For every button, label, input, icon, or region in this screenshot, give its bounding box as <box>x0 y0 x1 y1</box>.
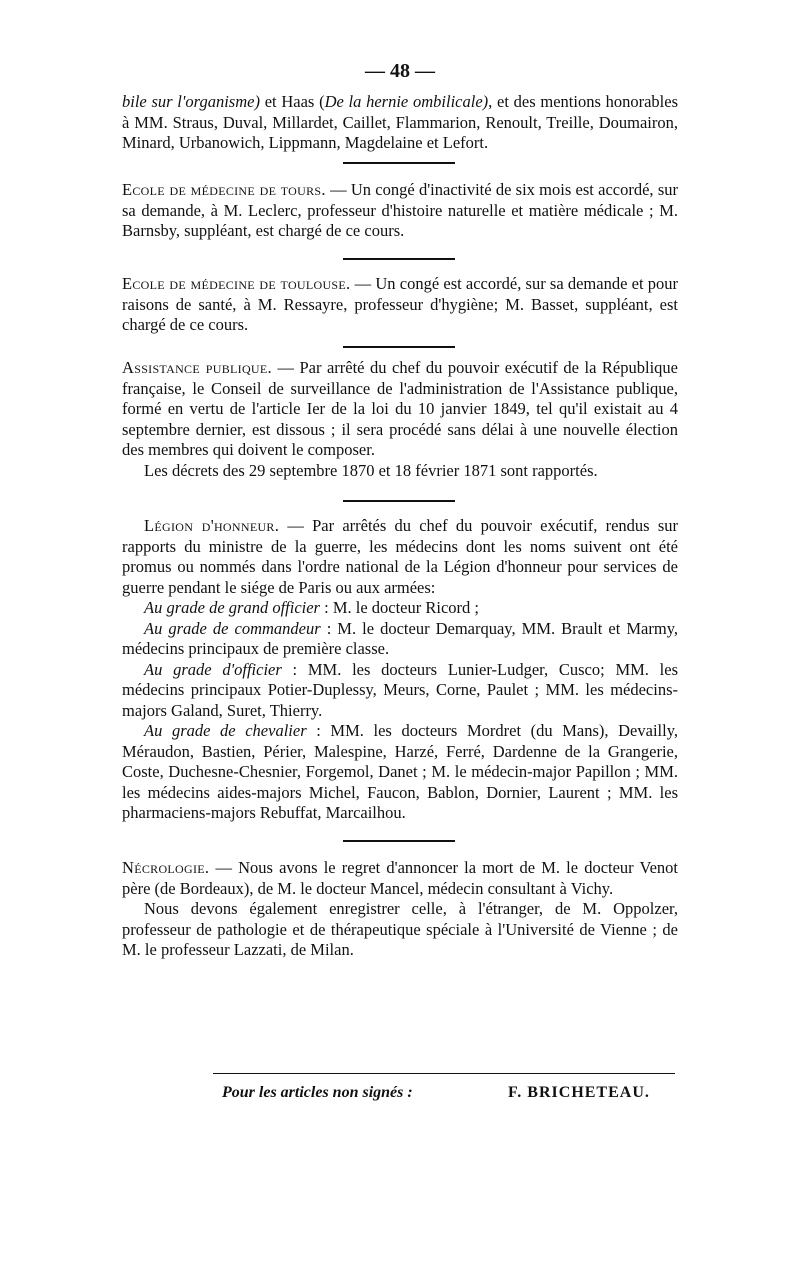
toulouse-heading: Ecole de médecine de toulouse. <box>122 274 351 293</box>
necrologie-text-2: Nous devons également enregistrer celle, à l'étranger, de M. Oppolzer, professeur de pathologie et de thérapeutique spéciale à l'Université de Vienne ; de M. le professeur Lazzati, de Milan. <box>122 899 678 959</box>
section-divider <box>343 840 455 842</box>
tours-section <box>122 180 678 242</box>
assistance-decrets: Les décrets des 29 septembre 1870 et 18 février 1871 sont rapportés. <box>144 460 598 480</box>
section-divider <box>343 346 455 348</box>
tours-text: — Un congé d'inactivité de six mois est accordé, sur sa demande, à M. Leclerc, professeur d'histoire naturelle et matière médicale ; M. Barnsby, suppléant, est chargé de ce cours. <box>122 180 678 240</box>
intro-paragraph <box>122 92 678 154</box>
footer-note: Pour les articles non signés : <box>222 1084 413 1101</box>
signature-rule <box>213 1073 675 1074</box>
intro-title-2: De la hernie ombilicale) <box>324 92 489 111</box>
page-number: — 48 — <box>365 60 435 82</box>
necrologie-heading: Nécrologie. <box>122 858 210 877</box>
intro-text-2: , et des mentions honorables à MM. Straus, Duval, Millardet, Caillet, Flammarion, Renoult, Treille, Doumairon, Minard, Urbanowich, Lippmann, Magdelaine et Lefort. <box>122 92 678 152</box>
grand-officier-label: Au grade de grand officier <box>144 598 320 617</box>
commandeur-text: : M. le docteur Demarquay, MM. Brault et Marmy, médecins principaux de première classe. <box>122 618 678 658</box>
assistance-text: — Par arrêté du chef du pouvoir exécutif de la République française, le Conseil de surveillance de l'administration de l'Assistance publique, formé en vertu de l'article Ier de la loi du 10 janvier 1849, tel qu'il existait au 4 septembre dernier, est dissous ; il sera procédé sans délai à une nouvelle élection des membres qui doivent le composer. <box>122 358 678 459</box>
necrologie-text: — Nous avons le regret d'annoncer la mort de M. le docteur Venot père (de Bordeaux), de M. le docteur Mancel, médecin consultant à Vichy. <box>122 858 678 898</box>
section-divider <box>343 258 455 260</box>
commandeur-label: Au grade de commandeur <box>144 618 321 638</box>
chevalier-text: : MM. les docteurs Mordret (du Mans), Devailly, Méraudon, Bastien, Périer, Malespine, Harzé, Ferré, Dardenne de la Grangerie, Coste, Duchesne-Chesnier, Forgemol, Danet ; M. le médecin-major Papillon ; MM. les médecins aides-majors Michel, Faucon, Bablon, Dornier, Laurent ; MM. les pharmaciens-majors Rebuffat, Marcailhou. <box>122 721 679 822</box>
legion-section <box>122 516 678 824</box>
section-divider <box>343 500 455 502</box>
chevalier-label: Au grade de chevalier <box>144 721 307 740</box>
intro-title-1: bile sur l'organisme) <box>122 92 260 111</box>
legion-heading: Légion d'honneur. <box>144 516 280 535</box>
toulouse-text: — Un congé est accordé, sur sa demande et pour raisons de santé, à M. Ressayre, professeur d'hygiène; M. Basset, suppléant, est chargé de ce cours. <box>122 274 678 334</box>
assistance-heading: Assistance publique. <box>122 358 272 377</box>
assistance-section <box>122 358 678 481</box>
footer-signature: F. BRICHETEAU. <box>508 1084 650 1101</box>
intro-text-1: et Haas ( <box>259 92 325 111</box>
section-divider <box>343 162 455 164</box>
legion-text: — Par arrêtés du chef du pouvoir exécutif, rendus sur rapports du ministre de la guerre, les médecins dont les noms suivent ont été promus ou nommés dans l'ordre national de la Légion d'honneur pour services de guerre pendant le siége de Paris ou aux armées: <box>122 516 678 597</box>
grand-officier-text: : M. le docteur Ricord ; <box>319 598 479 617</box>
toulouse-section <box>122 274 678 336</box>
officier-label: Au grade d'officier <box>144 659 282 679</box>
tours-heading: Ecole de médecine de tours. <box>122 180 326 199</box>
necrologie-section <box>122 858 678 961</box>
officier-text: : MM. les docteurs Lunier-Ludger, Cusco; MM. les médecins principaux Potier-Duplessy, Meurs, Corne, Paulet ; MM. les médecins-majors Galand, Suret, Thierry. <box>122 659 678 720</box>
